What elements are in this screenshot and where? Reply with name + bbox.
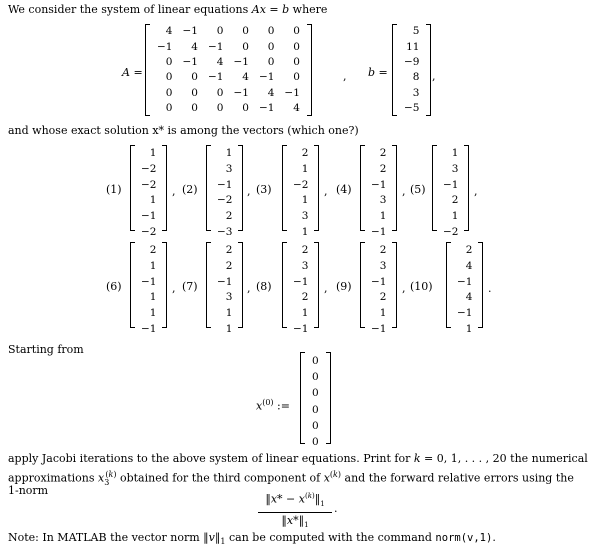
- candidate-entry-row: [137, 226, 160, 240]
- matrix-entry: 4: [242, 71, 249, 84]
- matrix-entry: −1: [141, 275, 157, 288]
- matrix-entry: 3: [301, 210, 309, 223]
- matrix-entry: 1: [225, 307, 233, 320]
- matrix-entry: 0: [293, 40, 300, 53]
- candidate-entry-row: [367, 163, 390, 177]
- matrix-entry: −1: [371, 178, 387, 191]
- candidate-table: [287, 145, 314, 242]
- vector-b-row: [399, 70, 424, 85]
- matrix-entry: 2: [225, 244, 233, 256]
- right-bracket: [478, 242, 483, 328]
- matrix-entry: 0: [242, 25, 249, 38]
- matrix-entry: 4: [465, 259, 473, 272]
- formula-denominator: $‖x*‖_1$: [281, 513, 309, 530]
- candidate-entry-row: [213, 244, 236, 258]
- candidate-entry-row: [137, 163, 160, 177]
- matrix-entry: 0: [267, 25, 275, 38]
- matrix-entry: 2: [379, 162, 387, 175]
- candidate-entry-row: [367, 226, 390, 240]
- intro-equation: Ax = b: [251, 3, 290, 16]
- intro-sentence: [8, 3, 327, 16]
- matrix-entry: −1: [182, 56, 198, 69]
- candidate-entry-row: [367, 291, 390, 305]
- candidate-table: [287, 242, 314, 339]
- right-bracket: [392, 242, 397, 328]
- candidate-entry-row: [213, 226, 236, 240]
- instructions-line-1: apply Jacobi iterations to the above system of linear equations. Print for k = 0, 1, . . . , 20 the numerical: [8, 452, 588, 465]
- matrix-entry: 2: [379, 147, 387, 159]
- candidate-entry-row: [367, 244, 390, 258]
- candidate-entry-row: [453, 307, 476, 321]
- matrix-entry: 1: [225, 147, 233, 159]
- candidate-entry-row: [367, 323, 390, 337]
- matrix-entry: 0: [165, 86, 173, 99]
- matrix-entry: 1: [149, 147, 157, 159]
- matrix-entry: −2: [141, 225, 157, 238]
- right-bracket: [307, 24, 312, 116]
- candidate-entry-row: [367, 307, 390, 321]
- candidate-entry-row: [213, 323, 236, 337]
- matrix-a-row: [152, 39, 305, 54]
- matrix-entry: 0: [312, 371, 319, 384]
- intro-suffix: where: [292, 3, 328, 16]
- right-bracket: [392, 145, 397, 231]
- relative-error-formula: [258, 490, 332, 532]
- candidate-entry-row: [367, 147, 390, 161]
- comma: ,: [432, 70, 436, 83]
- matrix-entry: −1: [258, 71, 275, 84]
- matrix-entry: −1: [258, 102, 275, 115]
- matrix-entry: 0: [191, 86, 198, 99]
- candidate-vector: [360, 242, 397, 335]
- right-bracket: [162, 145, 167, 231]
- matrix-entry: −1: [207, 40, 224, 53]
- candidate-entry-row: [453, 291, 476, 305]
- x0-row: [307, 435, 324, 449]
- candidate-entry-row: [289, 194, 312, 208]
- candidate-vector: [360, 145, 397, 238]
- matrix-a-label: A =: [122, 66, 143, 79]
- matrix-entry: 4: [216, 56, 224, 69]
- candidate-entry-row: [439, 163, 462, 177]
- matrix-entry: 0: [293, 71, 300, 84]
- matrix-entry: −1: [217, 275, 233, 288]
- matrix-a: [145, 24, 312, 116]
- matrix-entry: 0: [191, 71, 198, 84]
- candidate-table: [365, 242, 392, 339]
- matrix-a-row: [152, 85, 305, 100]
- vector-b-row: [399, 55, 424, 70]
- matrix-entry: 0: [312, 419, 319, 432]
- matrix-entry: 4: [465, 291, 473, 304]
- candidate-entry-row: [367, 179, 390, 193]
- left-bracket: [392, 24, 397, 116]
- separator: .: [488, 282, 492, 295]
- candidate-vector: [282, 145, 319, 238]
- candidate-label: (6): [106, 280, 122, 293]
- candidate-entry-row: [213, 276, 236, 290]
- comma: ,: [343, 70, 347, 83]
- vector-b: [392, 24, 431, 116]
- candidate-entry-row: [439, 179, 462, 193]
- matrix-entry: 0: [216, 86, 224, 99]
- vector-b-label: b =: [368, 66, 388, 79]
- matrix-entry: 1: [451, 147, 459, 159]
- separator: ,: [247, 185, 251, 198]
- candidate-entry-row: [213, 163, 236, 177]
- candidate-vector: [282, 242, 319, 335]
- matrix-entry: −1: [182, 25, 198, 38]
- candidate-table: [135, 145, 162, 242]
- matrix-entry: −5: [404, 102, 420, 115]
- candidate-entry-row: [289, 210, 312, 224]
- matrix-entry: −2: [141, 162, 157, 175]
- right-bracket: [162, 242, 167, 328]
- separator: ,: [324, 282, 328, 295]
- matrix-a-row: [152, 70, 305, 85]
- vector-b-row: [399, 24, 424, 39]
- candidate-entry-row: [137, 147, 160, 161]
- separator: ,: [172, 185, 176, 198]
- candidate-entry-row: [439, 147, 462, 161]
- candidate-entry-row: [289, 276, 312, 290]
- candidate-entry-row: [213, 179, 236, 193]
- separator: ,: [172, 282, 176, 295]
- matrix-entry: −1: [371, 322, 387, 335]
- matrix-entry: −2: [217, 194, 233, 207]
- matrix-a-table: [152, 24, 305, 116]
- right-bracket: [314, 145, 319, 231]
- vector-b-row: [399, 39, 424, 54]
- matrix-entry: 0: [165, 71, 173, 84]
- x0-row: [307, 354, 324, 368]
- candidate-entry-row: [453, 244, 476, 258]
- separator: ,: [402, 282, 406, 295]
- vector-b-row: [399, 101, 424, 116]
- matrix-entry: −1: [207, 71, 224, 84]
- matrix-entry: −1: [443, 178, 459, 191]
- matrix-entry: 1: [301, 194, 309, 207]
- x0-row: [307, 419, 324, 433]
- right-bracket: [464, 145, 469, 231]
- matrix-entry: 0: [216, 25, 224, 38]
- matrix-entry: 0: [165, 56, 173, 69]
- separator: ,: [402, 185, 406, 198]
- fraction-bar: [258, 512, 332, 513]
- candidate-entry-row: [289, 179, 312, 193]
- matrix-entry: 2: [379, 291, 387, 304]
- matrix-entry: 2: [379, 244, 387, 256]
- matrix-entry: 0: [293, 56, 300, 69]
- matrix-a-row: [152, 24, 305, 39]
- matrix-entry: 1: [301, 162, 309, 175]
- matrix-entry: 0: [267, 56, 275, 69]
- matrix-entry: 3: [225, 291, 233, 304]
- candidate-entry-row: [137, 291, 160, 305]
- matrix-entry: 4: [165, 25, 173, 38]
- matrix-entry: −1: [457, 307, 473, 320]
- matrix-entry: 1: [451, 210, 459, 223]
- candidate-entry-row: [137, 194, 160, 208]
- x0-label: $x^{(0)}$ :=: [256, 398, 290, 413]
- matrix-entry: −1: [293, 322, 309, 335]
- matrix-entry: 1: [301, 225, 309, 238]
- matrix-entry: 4: [267, 86, 275, 99]
- matrix-entry: −1: [141, 210, 157, 223]
- matrix-entry: 1: [301, 307, 309, 320]
- matrix-entry: −1: [457, 275, 473, 288]
- matrix-entry: 3: [225, 162, 233, 175]
- candidate-entry-row: [367, 210, 390, 224]
- candidate-entry-row: [137, 210, 160, 224]
- matrix-entry: 3: [451, 162, 459, 175]
- candidate-entry-row: [289, 260, 312, 274]
- vector-b-table: [399, 24, 424, 116]
- matrix-entry: 1: [149, 291, 157, 304]
- matrix-entry: 4: [191, 40, 198, 53]
- x0-row: [307, 403, 324, 417]
- candidate-table: [365, 145, 392, 242]
- candidate-label: (7): [182, 280, 198, 293]
- candidate-entry-row: [137, 179, 160, 193]
- matrix-entry: 4: [293, 102, 300, 115]
- candidate-entry-row: [213, 307, 236, 321]
- matrix-entry: 1: [379, 307, 387, 320]
- question-text: and whose exact solution x* is among the vectors (which one?): [8, 124, 359, 137]
- starting-text: Starting from: [8, 343, 84, 356]
- matrix-a-row: [152, 101, 305, 116]
- matrix-entry: 3: [412, 86, 420, 99]
- matrix-entry: 5: [412, 25, 420, 38]
- matrix-entry: −1: [371, 275, 387, 288]
- matrix-entry: 3: [379, 194, 387, 207]
- candidate-table: [135, 242, 162, 339]
- matrix-entry: 2: [301, 147, 309, 159]
- candidate-label: (1): [106, 183, 122, 196]
- candidate-entry-row: [367, 260, 390, 274]
- matrix-entry: 0: [312, 403, 319, 416]
- candidate-entry-row: [289, 291, 312, 305]
- matrix-entry: −1: [233, 56, 249, 69]
- matrix-entry: −3: [217, 225, 233, 238]
- candidate-entry-row: [289, 163, 312, 177]
- candidate-label: (4): [336, 183, 352, 196]
- candidate-entry-row: [453, 276, 476, 290]
- matrix-entry: 3: [379, 259, 387, 272]
- matrix-entry: −2: [141, 178, 157, 191]
- matrix-entry: 2: [301, 291, 309, 304]
- matrix-entry: 2: [451, 194, 459, 207]
- matrix-entry: 1: [149, 194, 157, 207]
- right-bracket: [238, 145, 243, 231]
- matrix-entry: 0: [312, 355, 319, 367]
- matrix-entry: 1: [379, 210, 387, 223]
- instructions-line-3: 1-norm: [8, 484, 49, 497]
- candidate-entry-row: [213, 291, 236, 305]
- matrix-entry: 0: [312, 436, 319, 449]
- matrix-entry: 0: [216, 102, 224, 115]
- candidate-table: [451, 242, 478, 339]
- candidate-vector: [130, 145, 167, 238]
- matrix-a-row: [152, 55, 305, 70]
- candidate-entry-row: [289, 323, 312, 337]
- candidate-entry-row: [137, 260, 160, 274]
- x0-row: [307, 386, 324, 400]
- candidate-entry-row: [213, 194, 236, 208]
- matrix-entry: 0: [165, 102, 173, 115]
- matrix-entry: 0: [242, 102, 249, 115]
- candidate-entry-row: [289, 307, 312, 321]
- candidate-table: [211, 145, 238, 242]
- candidate-entry-row: [213, 260, 236, 274]
- candidate-entry-row: [439, 226, 462, 240]
- matrix-entry: 0: [293, 25, 300, 38]
- matrix-entry: 1: [465, 322, 473, 335]
- candidate-label: (5): [410, 183, 426, 196]
- instructions-line-2: approximations $x_3^{(k)}$ obtained for the third component of $x^{(k)}$ and the forward relative errors using the: [8, 470, 574, 487]
- matrix-entry: 3: [301, 259, 309, 272]
- candidate-entry-row: [137, 276, 160, 290]
- candidate-entry-row: [367, 276, 390, 290]
- matlab-command: norm(v,1): [435, 532, 493, 544]
- matrix-entry: 0: [242, 40, 249, 53]
- matrix-entry: 2: [225, 210, 233, 223]
- matrix-entry: −1: [284, 86, 300, 99]
- candidate-label: (10): [410, 280, 433, 293]
- x0-row: [307, 370, 324, 384]
- candidate-vector: [446, 242, 483, 335]
- candidate-entry-row: [439, 210, 462, 224]
- matrix-entry: 11: [406, 40, 420, 53]
- matrix-entry: −1: [141, 322, 157, 335]
- formula-period: .: [334, 502, 338, 515]
- candidate-label: (2): [182, 183, 198, 196]
- matrix-entry: 2: [225, 259, 233, 272]
- note-end: .: [492, 531, 496, 544]
- matrix-entry: −2: [293, 178, 309, 191]
- candidate-entry-row: [137, 323, 160, 337]
- candidate-vector: [206, 242, 243, 335]
- matrix-entry: 1: [149, 259, 157, 272]
- note-line: Note: In MATLAB the vector norm $‖v‖_1$ can be computed with the command norm(v,1).: [8, 531, 496, 547]
- matrix-entry: −1: [233, 86, 249, 99]
- matrix-entry: 1: [149, 307, 157, 320]
- matrix-entry: 2: [465, 244, 473, 256]
- matrix-entry: −1: [371, 225, 387, 238]
- matrix-entry: 2: [149, 244, 157, 256]
- matrix-entry: 1: [225, 322, 233, 335]
- matrix-entry: −1: [217, 178, 233, 191]
- candidate-table: [211, 242, 238, 339]
- matrix-entry: −1: [293, 275, 309, 288]
- matrix-entry: −2: [443, 225, 459, 238]
- matrix-entry: −1: [157, 40, 173, 53]
- matrix-entry: 8: [412, 71, 420, 84]
- candidate-entry-row: [289, 226, 312, 240]
- candidate-entry-row: [137, 307, 160, 321]
- x0-vector: [300, 352, 331, 449]
- candidate-entry-row: [289, 244, 312, 258]
- candidate-vector: [432, 145, 469, 238]
- matrix-entry: 0: [267, 40, 275, 53]
- matrix-entry: −9: [404, 56, 420, 69]
- separator: ,: [324, 185, 328, 198]
- candidate-label: (8): [256, 280, 272, 293]
- right-bracket: [314, 242, 319, 328]
- matrix-entry: 0: [312, 387, 319, 400]
- formula-numerator: ‖x* − $x^{(k)}‖_1$: [265, 492, 325, 508]
- candidate-entry-row: [213, 210, 236, 224]
- right-bracket: [326, 352, 331, 444]
- intro-prefix: We consider the system of linear equations: [8, 3, 249, 16]
- candidate-vector: [206, 145, 243, 238]
- candidate-label: (9): [336, 280, 352, 293]
- separator: ,: [474, 185, 478, 198]
- matrix-entry: 0: [191, 102, 198, 115]
- candidate-entry-row: [453, 323, 476, 337]
- candidate-entry-row: [439, 194, 462, 208]
- matrix-entry: 2: [301, 244, 309, 256]
- right-bracket: [238, 242, 243, 328]
- candidate-entry-row: [213, 147, 236, 161]
- candidate-entry-row: [453, 260, 476, 274]
- left-bracket: [145, 24, 150, 116]
- candidate-entry-row: [367, 194, 390, 208]
- x0-table: [305, 352, 326, 451]
- candidate-table: [437, 145, 464, 242]
- candidate-label: (3): [256, 183, 272, 196]
- right-bracket: [426, 24, 431, 116]
- candidate-vector: [130, 242, 167, 335]
- candidate-entry-row: [289, 147, 312, 161]
- separator: ,: [247, 282, 251, 295]
- vector-b-row: [399, 85, 424, 100]
- candidate-entry-row: [137, 244, 160, 258]
